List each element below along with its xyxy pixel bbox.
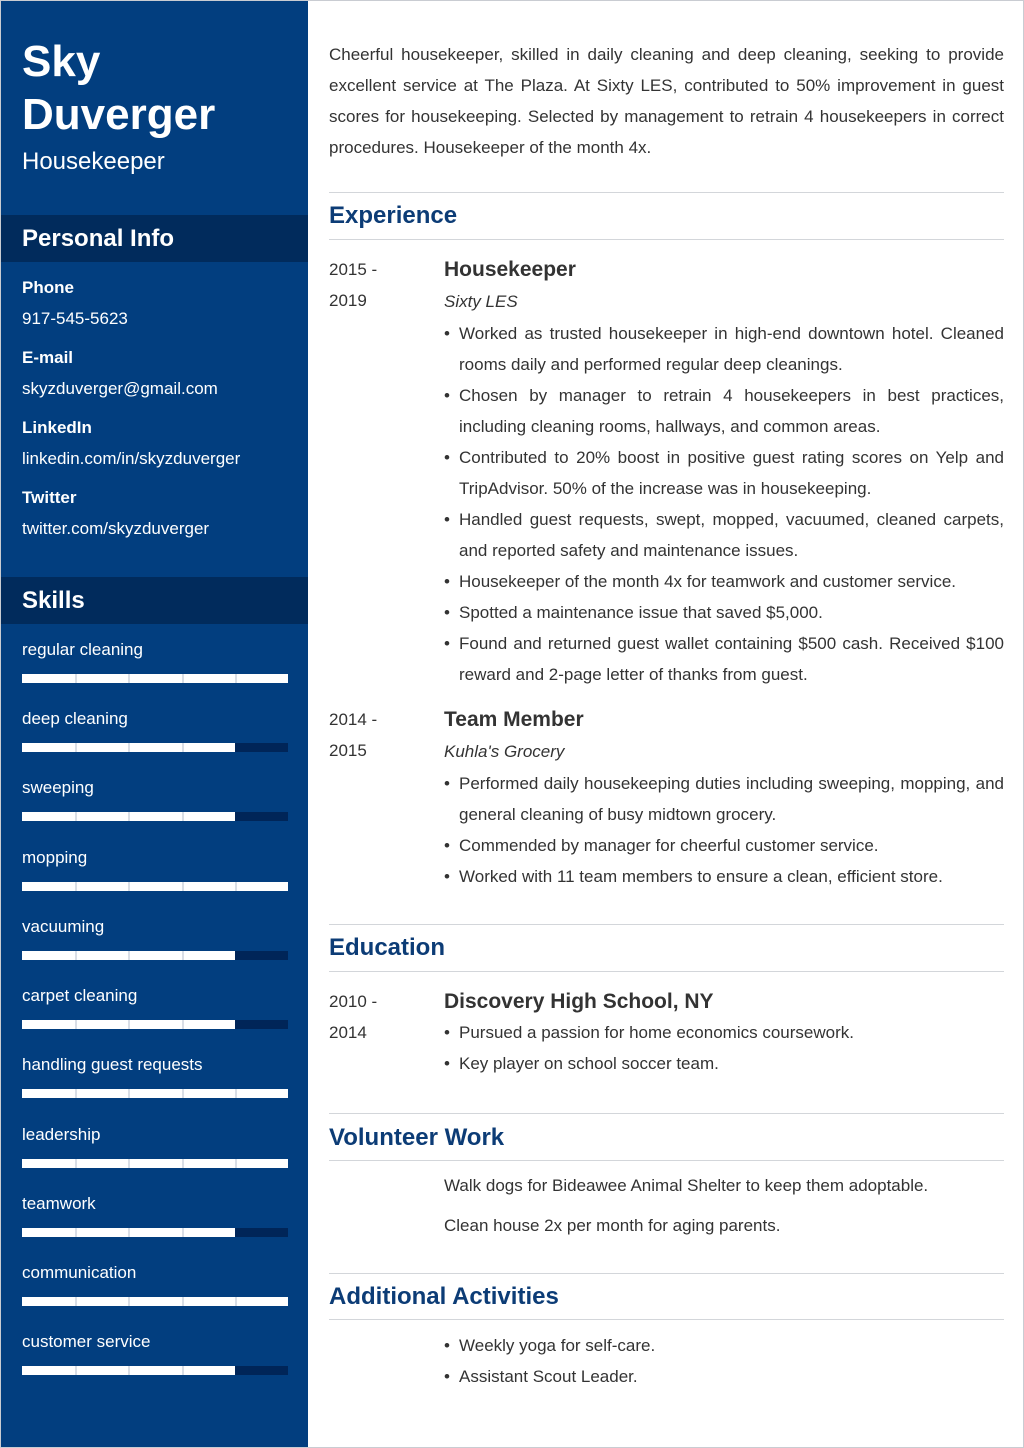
section-divider [329, 239, 1004, 240]
skill-bar-separator [182, 1228, 184, 1237]
candidate-name [22, 35, 215, 141]
bullet-item: • Key player on school soccer team. [444, 1048, 1004, 1079]
skill-bar [22, 1089, 288, 1098]
info-label: Twitter [22, 488, 77, 507]
bullet-item: • Weekly yoga for self-care. [444, 1330, 1004, 1361]
date-end: 2015 [329, 741, 367, 760]
info-label: LinkedIn [22, 418, 92, 437]
skill-bar [22, 812, 288, 821]
last-name: Duverger [22, 90, 216, 139]
entry-dates [329, 986, 429, 1048]
skill-bar [22, 1020, 288, 1029]
skill-bar-separator [75, 1366, 77, 1375]
bullet-list [444, 768, 1004, 892]
bullet-item: • Worked as trusted housekeeper in high-end downtown hotel. Cleaned rooms daily and performed regular deep cleanings. [444, 318, 1004, 380]
phone-value: 917-545-5623 [22, 309, 128, 328]
section-divider [329, 1113, 1004, 1114]
skill-bar-separator [182, 1366, 184, 1375]
skill-bar-separator [182, 674, 184, 683]
bullet-item: • Chosen by manager to retrain 4 housekeepers in best practices, including cleaning rooms, hallways, and common areas. [444, 380, 1004, 442]
job-role: Team Member [444, 708, 584, 731]
skill-bar-separator [235, 1089, 237, 1098]
skill-bar-separator [75, 1159, 77, 1168]
bullet-item: • Assistant Scout Leader. [444, 1361, 1004, 1392]
summary: Cheerful housekeeper, skilled in daily cleaning and deep cleaning, seeking to provide excellent service at The Plaza. At Sixty LES, contributed to 50% improvement in guest scores for housekeeping. Selected by management to retrain 4 housekeepers in correct procedures. Housekeeper of the month 4x. [329, 45, 1004, 157]
skill-label: carpet cleaning [22, 986, 138, 1005]
entry-dates [329, 704, 429, 766]
skill-bar [22, 1297, 288, 1306]
skill-bar-separator [128, 1366, 130, 1375]
entry-body [444, 254, 1004, 690]
skill-bar-fill [22, 1089, 288, 1098]
skill-bar-separator [182, 812, 184, 821]
skill-bar [22, 674, 288, 683]
skill-bar-separator [128, 743, 130, 752]
bullet-item: • Commended by manager for cheerful customer service. [444, 830, 1004, 861]
skill-bar-separator [182, 1297, 184, 1306]
twitter-value[interactable]: twitter.com/skyzduverger [22, 519, 210, 538]
bullet-item: • Contributed to 20% boost in positive guest rating scores on Yelp and TripAdvisor. 50% of the increase was in housekeeping. [444, 442, 1004, 504]
bullet-item: • Pursued a passion for home economics coursework. [444, 1017, 1004, 1048]
skill-bar-separator [128, 1228, 130, 1237]
skill-bar-separator [128, 1159, 130, 1168]
skill-item [22, 1055, 288, 1075]
company-name: Sixty LES [444, 292, 518, 311]
skill-bar [22, 1228, 288, 1237]
skill-item [22, 917, 288, 937]
volunteer-heading: Volunteer Work [329, 1124, 505, 1151]
skill-item [22, 778, 288, 798]
skill-label: teamwork [22, 1194, 96, 1213]
skill-bar-separator [128, 1089, 130, 1098]
section-divider [329, 924, 1004, 925]
skill-bar-separator [128, 674, 130, 683]
bullet-list [444, 1330, 1004, 1392]
skill-bar-separator [75, 743, 77, 752]
linkedin-value[interactable]: linkedin.com/in/skyzduverger [22, 449, 241, 468]
info-twitter [22, 488, 292, 539]
volunteer-item: Clean house 2x per month for aging parents. [444, 1216, 781, 1235]
bullet-item: • Housekeeper of the month 4x for teamwork and customer service. [444, 566, 1004, 597]
skill-bar-separator [182, 882, 184, 891]
skill-bar-separator [128, 882, 130, 891]
bullet-item: • Worked with 11 team members to ensure a clean, efficient store. [444, 861, 1004, 892]
entry-body [444, 986, 1004, 1079]
skill-bar-separator [128, 1020, 130, 1029]
skill-bar-fill [22, 882, 288, 891]
info-label: E-mail [22, 348, 74, 367]
skill-bar-separator [75, 1228, 77, 1237]
skill-bar-fill [22, 1297, 288, 1306]
skill-label: deep cleaning [22, 709, 128, 728]
skill-bar-separator [235, 1159, 237, 1168]
skill-item [22, 1194, 288, 1214]
company-name: Kuhla's Grocery [444, 742, 565, 761]
skill-bar-separator [128, 812, 130, 821]
section-divider [329, 1160, 1004, 1161]
skill-bar [22, 743, 288, 752]
job-title: Housekeeper [22, 148, 165, 175]
school-name: Discovery High School, NY [444, 990, 714, 1013]
skill-bar-separator [128, 1297, 130, 1306]
skill-label: sweeping [22, 778, 94, 797]
skill-item [22, 709, 288, 729]
skill-bar-fill [22, 1159, 288, 1168]
skill-bar [22, 1159, 288, 1168]
date-start: 2014 - [329, 710, 378, 729]
skill-bar [22, 1366, 288, 1375]
skill-bar [22, 951, 288, 960]
skill-item [22, 986, 288, 1006]
date-end: 2014 [329, 1023, 367, 1042]
section-divider [329, 971, 1004, 972]
entry-body [444, 1330, 1004, 1392]
bullet-list [444, 1017, 1004, 1079]
info-label: Phone [22, 278, 74, 297]
entry-body [444, 1176, 1004, 1236]
skill-bar-separator [182, 1089, 184, 1098]
skill-item [22, 1263, 288, 1283]
skill-label: handling guest requests [22, 1055, 203, 1074]
section-divider [329, 1273, 1004, 1274]
skill-label: leadership [22, 1125, 101, 1144]
skill-item [22, 848, 288, 868]
experience-heading: Experience [329, 202, 458, 229]
bullet-item: • Performed daily housekeeping duties including sweeping, mopping, and general cleaning of busy midtown grocery. [444, 768, 1004, 830]
entry-dates [329, 254, 429, 316]
skill-bar-separator [75, 1089, 77, 1098]
skill-item [22, 640, 288, 660]
skill-bar-fill [22, 674, 288, 683]
sidebar [1, 1, 308, 1448]
activities-heading: Additional Activities [329, 1283, 559, 1310]
first-name: Sky [22, 37, 101, 86]
skill-bar-separator [75, 812, 77, 821]
section-divider [329, 1319, 1004, 1320]
date-start: 2010 - [329, 992, 378, 1011]
bullet-item: • Spotted a maintenance issue that saved $5,000. [444, 597, 1004, 628]
education-heading: Education [329, 934, 446, 961]
skill-label: customer service [22, 1332, 151, 1351]
skills-heading: Skills [1, 577, 308, 624]
bullet-item: • Found and returned guest wallet containing $500 cash. Received $100 reward and 2-page letter of thanks from guest. [444, 628, 1004, 690]
skill-item [22, 1125, 288, 1145]
bullet-item: • Handled guest requests, swept, mopped, vacuumed, cleaned carpets, and reported safety and maintenance issues. [444, 504, 1004, 566]
skill-bar-separator [235, 674, 237, 683]
date-start: 2015 - [329, 260, 378, 279]
skill-bar-separator [75, 882, 77, 891]
entry-body [444, 704, 1004, 892]
skill-bar-separator [75, 674, 77, 683]
skill-bar-separator [75, 1020, 77, 1029]
skill-label: vacuuming [22, 917, 105, 936]
skill-bar-separator [182, 743, 184, 752]
skill-item [22, 1332, 288, 1352]
skill-bar-separator [75, 951, 77, 960]
date-end: 2019 [329, 291, 367, 310]
email-value[interactable]: skyzduverger@gmail.com [22, 379, 218, 398]
info-phone [22, 278, 292, 329]
skill-label: regular cleaning [22, 640, 143, 659]
skill-bar-separator [75, 1297, 77, 1306]
skill-bar-separator [235, 1297, 237, 1306]
info-linkedin [22, 418, 292, 469]
job-role: Housekeeper [444, 258, 576, 281]
personal-info-heading: Personal Info [1, 215, 308, 262]
info-email [22, 348, 292, 399]
skill-bar-separator [128, 951, 130, 960]
skill-label: communication [22, 1263, 137, 1282]
skill-bar-separator [182, 1159, 184, 1168]
section-divider [329, 192, 1004, 193]
skill-bar-separator [182, 951, 184, 960]
skill-label: mopping [22, 848, 88, 867]
skill-bar-separator [235, 882, 237, 891]
skill-bar-separator [182, 1020, 184, 1029]
volunteer-item: Walk dogs for Bideawee Animal Shelter to keep them adoptable. [444, 1176, 929, 1195]
skill-bar [22, 882, 288, 891]
bullet-list [444, 318, 1004, 690]
